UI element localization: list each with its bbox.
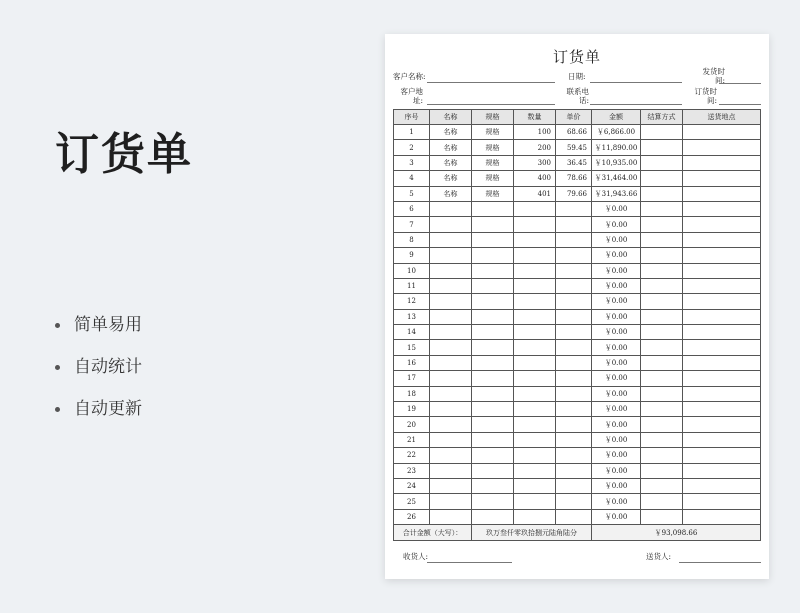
item-unit-price[interactable] [556, 478, 592, 493]
item-name[interactable] [430, 309, 472, 324]
item-quantity[interactable] [514, 386, 556, 401]
row-number[interactable]: 20 [394, 417, 430, 432]
item-amount[interactable]: ￥0.00 [592, 278, 641, 293]
item-spec[interactable] [472, 278, 514, 293]
row-number[interactable]: 17 [394, 371, 430, 386]
item-quantity[interactable] [514, 509, 556, 524]
delivery-location[interactable] [683, 140, 761, 155]
item-spec[interactable] [472, 417, 514, 432]
customer-name-line[interactable] [427, 82, 555, 83]
row-number[interactable]: 9 [394, 248, 430, 263]
table-row [394, 355, 761, 370]
table-row [394, 217, 761, 232]
column-header: 规格 [472, 110, 514, 125]
item-amount[interactable]: ￥0.00 [592, 340, 641, 355]
item-name[interactable] [430, 263, 472, 278]
item-name[interactable] [430, 217, 472, 232]
settlement-method[interactable] [641, 448, 683, 463]
table-row [394, 325, 761, 340]
item-name[interactable] [430, 371, 472, 386]
item-name[interactable]: 名称 [430, 186, 472, 201]
order-time-label-line2: 间: [706, 96, 717, 105]
item-quantity[interactable] [514, 432, 556, 447]
delivery-location[interactable] [683, 217, 761, 232]
item-unit-price[interactable]: 79.66 [556, 186, 592, 201]
row-number[interactable]: 18 [394, 386, 430, 401]
item-spec[interactable] [472, 386, 514, 401]
column-header: 送货地点 [683, 110, 761, 125]
item-unit-price[interactable] [556, 217, 592, 232]
row-number[interactable]: 12 [394, 294, 430, 309]
delivery-location[interactable] [683, 155, 761, 170]
table-row [394, 432, 761, 447]
item-spec[interactable] [472, 371, 514, 386]
settlement-method[interactable] [641, 355, 683, 370]
delivery-location[interactable] [683, 355, 761, 370]
item-spec[interactable] [472, 355, 514, 370]
item-spec[interactable] [472, 340, 514, 355]
settlement-method[interactable] [641, 402, 683, 417]
item-amount[interactable]: ￥0.00 [592, 402, 641, 417]
item-name[interactable] [430, 448, 472, 463]
item-name[interactable]: 名称 [430, 140, 472, 155]
item-unit-price[interactable]: 68.66 [556, 125, 592, 140]
item-spec[interactable] [472, 402, 514, 417]
settlement-method[interactable] [641, 263, 683, 278]
customer-address-label-line1: 客户地 [400, 87, 423, 96]
table-row [394, 417, 761, 432]
settlement-method[interactable] [641, 340, 683, 355]
order-table [393, 109, 761, 541]
item-quantity[interactable] [514, 248, 556, 263]
item-quantity[interactable] [514, 278, 556, 293]
item-amount[interactable]: ￥0.00 [592, 263, 641, 278]
receiver-label: 收货人: [403, 552, 429, 561]
delivery-location[interactable] [683, 186, 761, 201]
item-amount[interactable]: ￥0.00 [592, 463, 641, 478]
item-name[interactable] [430, 402, 472, 417]
item-spec[interactable] [472, 232, 514, 247]
item-amount[interactable]: ￥31,943.66 [592, 186, 641, 201]
delivery-location[interactable] [683, 432, 761, 447]
bullet-icon [55, 407, 60, 412]
contact-phone-label [561, 87, 589, 105]
delivery-location[interactable] [683, 201, 761, 216]
delivery-location[interactable] [683, 278, 761, 293]
row-number[interactable]: 19 [394, 402, 430, 417]
settlement-method[interactable] [641, 325, 683, 340]
item-name[interactable] [430, 478, 472, 493]
table-row [394, 155, 761, 170]
item-spec[interactable] [472, 448, 514, 463]
item-unit-price[interactable] [556, 340, 592, 355]
column-header: 单价 [556, 110, 592, 125]
ship-time-label-line1: 发货时 [702, 67, 725, 76]
order-time-label [689, 87, 717, 105]
item-spec[interactable] [472, 294, 514, 309]
settlement-method[interactable] [641, 432, 683, 447]
item-quantity[interactable] [514, 309, 556, 324]
item-name[interactable] [430, 463, 472, 478]
item-amount[interactable]: ￥11,890.00 [592, 140, 641, 155]
delivery-location[interactable] [683, 478, 761, 493]
item-unit-price[interactable] [556, 386, 592, 401]
table-row [394, 340, 761, 355]
item-spec[interactable] [472, 263, 514, 278]
item-amount[interactable]: ￥0.00 [592, 355, 641, 370]
row-number[interactable]: 16 [394, 355, 430, 370]
row-number[interactable]: 2 [394, 140, 430, 155]
item-amount[interactable]: ￥31,464.00 [592, 171, 641, 186]
item-name[interactable] [430, 355, 472, 370]
row-number[interactable]: 11 [394, 278, 430, 293]
item-unit-price[interactable] [556, 432, 592, 447]
item-quantity[interactable] [514, 340, 556, 355]
item-unit-price[interactable]: 78.66 [556, 171, 592, 186]
item-quantity[interactable] [514, 217, 556, 232]
table-row [394, 140, 761, 155]
settlement-method[interactable] [641, 140, 683, 155]
feature-item [55, 398, 142, 440]
item-amount[interactable]: ￥0.00 [592, 386, 641, 401]
item-quantity[interactable] [514, 201, 556, 216]
item-spec[interactable] [472, 494, 514, 509]
settlement-method[interactable] [641, 125, 683, 140]
item-spec[interactable] [472, 201, 514, 216]
item-spec[interactable] [472, 217, 514, 232]
item-amount[interactable]: ￥0.00 [592, 217, 641, 232]
item-quantity[interactable]: 401 [514, 186, 556, 201]
settlement-method[interactable] [641, 494, 683, 509]
item-name[interactable] [430, 248, 472, 263]
delivery-location[interactable] [683, 171, 761, 186]
row-number[interactable]: 23 [394, 463, 430, 478]
row-number[interactable]: 8 [394, 232, 430, 247]
item-quantity[interactable] [514, 417, 556, 432]
item-amount[interactable]: ￥0.00 [592, 248, 641, 263]
table-row [394, 294, 761, 309]
item-spec[interactable]: 规格 [472, 155, 514, 170]
item-quantity[interactable] [514, 371, 556, 386]
item-unit-price[interactable] [556, 463, 592, 478]
item-amount[interactable]: ￥0.00 [592, 448, 641, 463]
item-quantity[interactable]: 300 [514, 155, 556, 170]
item-spec[interactable]: 规格 [472, 171, 514, 186]
settlement-method[interactable] [641, 463, 683, 478]
item-quantity[interactable]: 200 [514, 140, 556, 155]
delivery-location[interactable] [683, 125, 761, 140]
ship-time-label-line2: 间: [714, 76, 725, 85]
item-amount[interactable]: ￥0.00 [592, 432, 641, 447]
customer-address-label-line2: 址: [412, 96, 423, 105]
table-row [394, 478, 761, 493]
settlement-method[interactable] [641, 232, 683, 247]
item-name[interactable]: 名称 [430, 171, 472, 186]
settlement-method[interactable] [641, 155, 683, 170]
item-name[interactable]: 名称 [430, 155, 472, 170]
item-amount[interactable]: ￥0.00 [592, 478, 641, 493]
item-name[interactable] [430, 340, 472, 355]
row-number[interactable]: 4 [394, 171, 430, 186]
item-unit-price[interactable] [556, 509, 592, 524]
table-row [394, 171, 761, 186]
item-spec[interactable] [472, 309, 514, 324]
item-quantity[interactable] [514, 494, 556, 509]
item-amount[interactable]: ￥6,866.00 [592, 125, 641, 140]
item-amount[interactable]: ￥0.00 [592, 325, 641, 340]
total-label: 合计金额（大写）： [394, 525, 472, 541]
item-unit-price[interactable] [556, 371, 592, 386]
item-amount[interactable]: ￥0.00 [592, 371, 641, 386]
row-number[interactable]: 22 [394, 448, 430, 463]
delivery-location[interactable] [683, 509, 761, 524]
item-unit-price[interactable] [556, 309, 592, 324]
item-name[interactable] [430, 325, 472, 340]
order-time-line[interactable] [719, 104, 761, 105]
item-unit-price[interactable] [556, 294, 592, 309]
ship-time-line[interactable] [719, 83, 761, 84]
delivery-location[interactable] [683, 448, 761, 463]
delivery-location[interactable] [683, 294, 761, 309]
settlement-method[interactable] [641, 186, 683, 201]
item-unit-price[interactable] [556, 325, 592, 340]
delivery-location[interactable] [683, 248, 761, 263]
settlement-method[interactable] [641, 417, 683, 432]
item-unit-price[interactable] [556, 494, 592, 509]
item-quantity[interactable] [514, 478, 556, 493]
order-time-label-line1: 订货时 [694, 87, 717, 96]
table-row [394, 278, 761, 293]
sender-label: 送货人: [646, 552, 672, 561]
table-row [394, 309, 761, 324]
item-name[interactable] [430, 386, 472, 401]
row-number[interactable]: 14 [394, 325, 430, 340]
item-spec[interactable] [472, 432, 514, 447]
date-line[interactable] [590, 82, 682, 83]
bullet-icon [55, 365, 60, 370]
delivery-location[interactable] [683, 232, 761, 247]
table-row [394, 448, 761, 463]
contact-phone-line[interactable] [590, 104, 682, 105]
table-row [394, 371, 761, 386]
item-spec[interactable] [472, 463, 514, 478]
row-number[interactable]: 15 [394, 340, 430, 355]
item-unit-price[interactable]: 36.45 [556, 155, 592, 170]
settlement-method[interactable] [641, 294, 683, 309]
bullet-icon [55, 323, 60, 328]
row-number[interactable]: 10 [394, 263, 430, 278]
row-number[interactable]: 24 [394, 478, 430, 493]
delivery-location[interactable] [683, 463, 761, 478]
delivery-location[interactable] [683, 340, 761, 355]
date-label: 日期: [568, 72, 586, 81]
item-spec[interactable]: 规格 [472, 186, 514, 201]
table-row [394, 125, 761, 140]
item-quantity[interactable] [514, 402, 556, 417]
item-amount[interactable]: ￥10,935.00 [592, 155, 641, 170]
item-unit-price[interactable] [556, 278, 592, 293]
settlement-method[interactable] [641, 478, 683, 493]
feature-label: 自动更新 [74, 399, 142, 419]
item-amount[interactable]: ￥0.00 [592, 309, 641, 324]
item-quantity[interactable] [514, 355, 556, 370]
headline: 订货单 [55, 129, 193, 180]
row-number[interactable]: 6 [394, 201, 430, 216]
item-quantity[interactable] [514, 448, 556, 463]
delivery-location[interactable] [683, 402, 761, 417]
settlement-method[interactable] [641, 201, 683, 216]
settlement-method[interactable] [641, 217, 683, 232]
receiver-line[interactable] [427, 562, 512, 563]
delivery-location[interactable] [683, 386, 761, 401]
contact-phone-label-line2: 话: [578, 96, 589, 105]
item-amount[interactable]: ￥0.00 [592, 509, 641, 524]
item-amount[interactable]: ￥0.00 [592, 232, 641, 247]
item-quantity[interactable]: 100 [514, 125, 556, 140]
item-quantity[interactable] [514, 463, 556, 478]
delivery-location[interactable] [683, 309, 761, 324]
delivery-location[interactable] [683, 263, 761, 278]
settlement-method[interactable] [641, 386, 683, 401]
row-number[interactable]: 26 [394, 509, 430, 524]
feature-label: 简单易用 [74, 315, 142, 335]
table-header-row [394, 110, 761, 125]
column-header: 结算方式 [641, 110, 683, 125]
total-row [394, 525, 761, 541]
item-unit-price[interactable] [556, 263, 592, 278]
item-unit-price[interactable] [556, 402, 592, 417]
settlement-method[interactable] [641, 278, 683, 293]
settlement-method[interactable] [641, 371, 683, 386]
contact-phone-label-line1: 联系电 [566, 87, 589, 96]
item-quantity[interactable]: 400 [514, 171, 556, 186]
item-name[interactable] [430, 432, 472, 447]
item-spec[interactable] [472, 248, 514, 263]
item-name[interactable]: 名称 [430, 125, 472, 140]
table-row [394, 248, 761, 263]
item-quantity[interactable] [514, 294, 556, 309]
table-row [394, 263, 761, 278]
item-quantity[interactable] [514, 325, 556, 340]
item-amount[interactable]: ￥0.00 [592, 417, 641, 432]
item-unit-price[interactable]: 59.45 [556, 140, 592, 155]
item-name[interactable] [430, 201, 472, 216]
delivery-location[interactable] [683, 417, 761, 432]
table-row [394, 232, 761, 247]
row-number[interactable]: 7 [394, 217, 430, 232]
item-name[interactable] [430, 509, 472, 524]
item-name[interactable] [430, 417, 472, 432]
total-in-words: 玖万叁仟零玖拾捌元陆角陆分 [472, 525, 592, 541]
item-spec[interactable] [472, 478, 514, 493]
item-spec[interactable] [472, 325, 514, 340]
feature-list [55, 314, 142, 440]
item-name[interactable] [430, 294, 472, 309]
item-amount[interactable]: ￥0.00 [592, 494, 641, 509]
item-spec[interactable] [472, 509, 514, 524]
row-number[interactable]: 25 [394, 494, 430, 509]
table-row [394, 463, 761, 478]
column-header: 序号 [394, 110, 430, 125]
delivery-location[interactable] [683, 325, 761, 340]
item-unit-price[interactable] [556, 201, 592, 216]
row-number[interactable]: 1 [394, 125, 430, 140]
item-quantity[interactable] [514, 263, 556, 278]
sender-line[interactable] [679, 562, 761, 563]
item-amount[interactable]: ￥0.00 [592, 294, 641, 309]
item-unit-price[interactable] [556, 417, 592, 432]
customer-address-label [393, 87, 423, 105]
item-quantity[interactable] [514, 232, 556, 247]
column-header: 金额 [592, 110, 641, 125]
item-spec[interactable]: 规格 [472, 140, 514, 155]
table-row [394, 186, 761, 201]
settlement-method[interactable] [641, 171, 683, 186]
customer-name-label: 客户名称: [393, 72, 426, 81]
row-number[interactable]: 13 [394, 309, 430, 324]
delivery-location[interactable] [683, 494, 761, 509]
column-header: 数量 [514, 110, 556, 125]
item-name[interactable] [430, 278, 472, 293]
item-unit-price[interactable] [556, 232, 592, 247]
column-header: 名称 [430, 110, 472, 125]
item-spec[interactable]: 规格 [472, 125, 514, 140]
item-unit-price[interactable] [556, 355, 592, 370]
total-amount: ￥93,098.66 [592, 525, 761, 541]
document-title: 订货单 [552, 48, 601, 66]
table-row [394, 509, 761, 524]
settlement-method[interactable] [641, 248, 683, 263]
customer-address-line[interactable] [427, 104, 555, 105]
feature-item [55, 356, 142, 398]
table-row [394, 201, 761, 216]
row-number[interactable]: 21 [394, 432, 430, 447]
item-name[interactable] [430, 494, 472, 509]
item-unit-price[interactable] [556, 448, 592, 463]
row-number[interactable]: 3 [394, 155, 430, 170]
table-row [394, 386, 761, 401]
order-form-document [385, 34, 769, 579]
feature-label: 自动统计 [74, 357, 142, 377]
item-name[interactable] [430, 232, 472, 247]
item-unit-price[interactable] [556, 248, 592, 263]
settlement-method[interactable] [641, 309, 683, 324]
item-amount[interactable]: ￥0.00 [592, 201, 641, 216]
settlement-method[interactable] [641, 509, 683, 524]
delivery-location[interactable] [683, 371, 761, 386]
feature-item [55, 314, 142, 356]
table-row [394, 402, 761, 417]
row-number[interactable]: 5 [394, 186, 430, 201]
table-row [394, 494, 761, 509]
